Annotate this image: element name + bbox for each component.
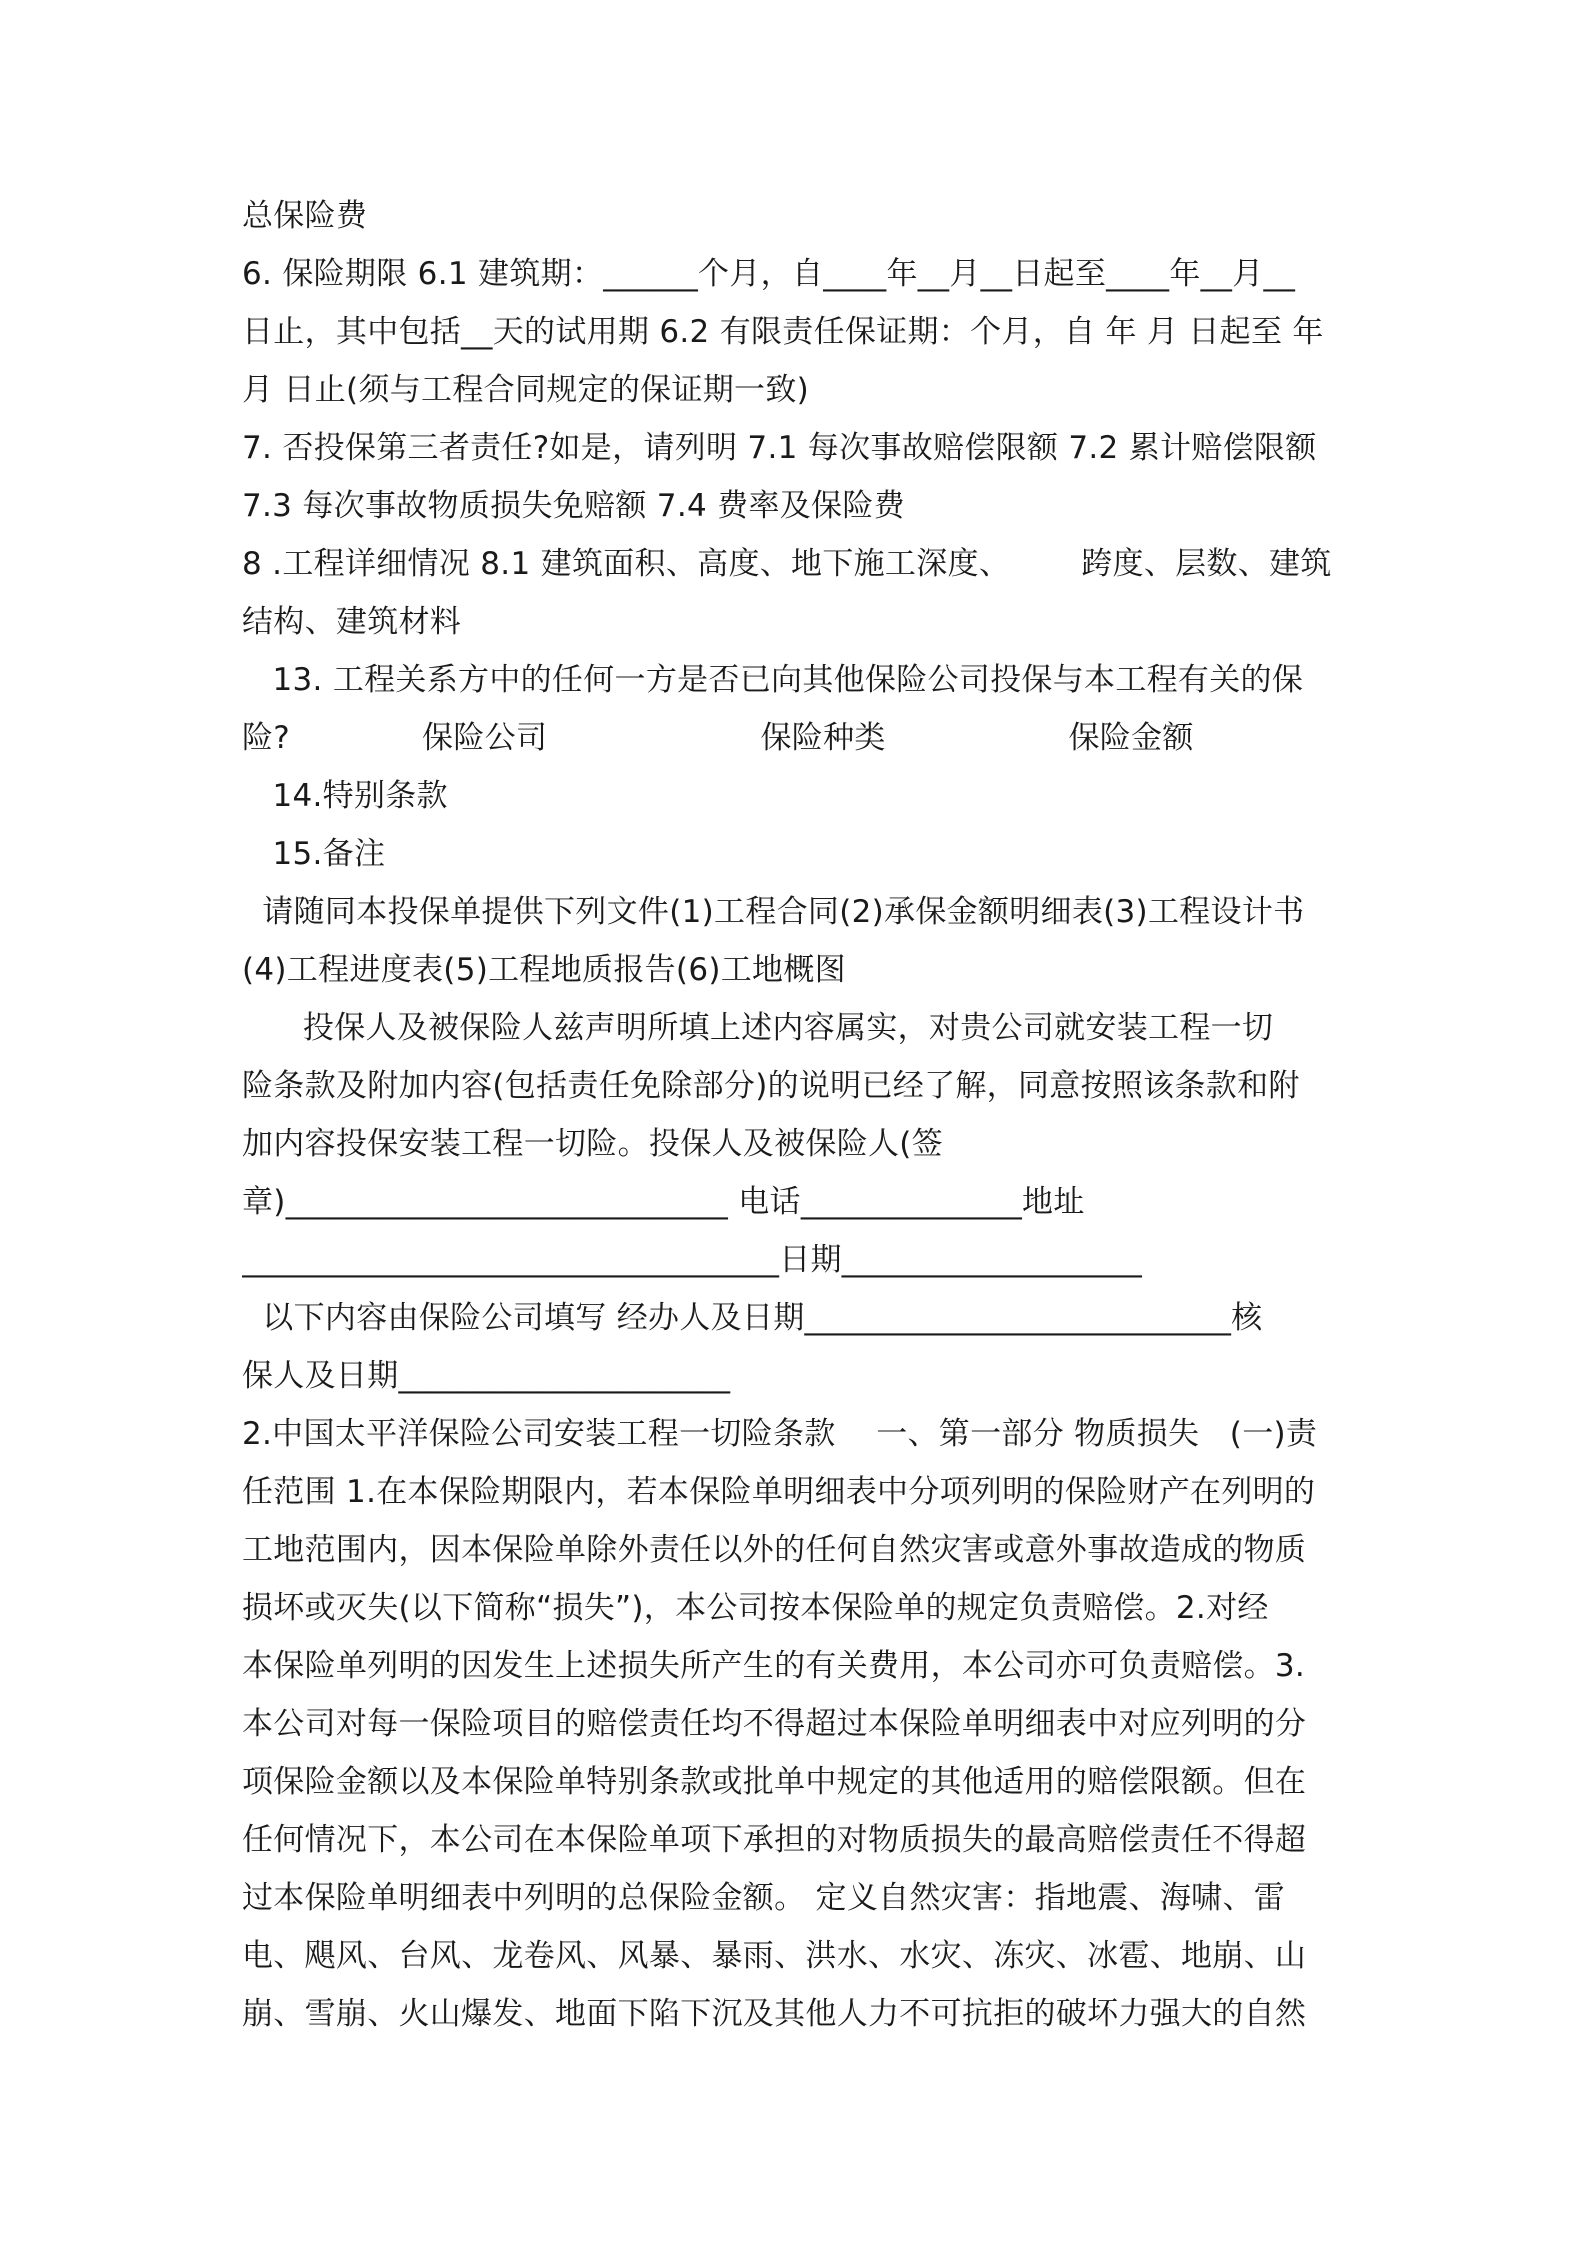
text-line: 险? 保险公司 保险种类 保险金额 (242, 720, 1194, 756)
text-line: 6. 保险期限 6.1 建筑期：______个月，自____年__月__日起至____年__月__ (242, 256, 1296, 292)
text-line: 电、飓风、台风、龙卷风、风暴、暴雨、洪水、水灾、冻灾、冰雹、地崩、山 (242, 1938, 1307, 1974)
text-line: 2.中国太平洋保险公司安装工程一切险条款 一、第一部分 物质损失 (一)责 (242, 1416, 1318, 1452)
text-line: 保人及日期_____________________ (242, 1358, 731, 1394)
text-line: 投保人及被保险人兹声明所填上述内容属实，对贵公司就安装工程一切 (242, 1010, 1274, 1046)
text-line: __________________________________日期___________________ (242, 1242, 1142, 1278)
text-line: 任范围 1.在本保险期限内，若本保险单明细表中分项列明的保险财产在列明的 (242, 1474, 1316, 1510)
text-line: 7. 否投保第三者责任?如是，请列明 7.1 每次事故赔偿限额 7.2 累计赔偿限额 (242, 430, 1317, 466)
text-line: 7.3 每次事故物质损失免赔额 7.4 费率及保险费 (242, 488, 905, 524)
text-line: 总保险费 (242, 198, 368, 234)
text-line: 13. 工程关系方中的任何一方是否已向其他保险公司投保与本工程有关的保 (242, 662, 1304, 698)
text-line: 加内容投保安装工程一切险。投保人及被保险人(签 (242, 1126, 943, 1162)
text-line: 任何情况下，本公司在本保险单项下承担的对物质损失的最高赔偿责任不得超 (242, 1822, 1307, 1858)
text-line: 本公司对每一保险项目的赔偿责任均不得超过本保险单明细表中对应列明的分 (242, 1706, 1307, 1742)
text-line: 过本保险单明细表中列明的总保险金额。 定义自然灾害：指地震、海啸、雷 (242, 1880, 1286, 1916)
text-line: 本保险单列明的因发生上述损失所产生的有关费用，本公司亦可负责赔偿。3. (242, 1648, 1306, 1684)
text-line: 15.备注 (242, 836, 386, 872)
text-line: 章)____________________________ 电话______________地址 (242, 1184, 1085, 1220)
text-line: 项保险金额以及本保险单特别条款或批单中规定的其他适用的赔偿限额。但在 (242, 1764, 1307, 1800)
text-line: 月 日止(须与工程合同规定的保证期一致) (242, 372, 810, 408)
text-line: 请随同本投保单提供下列文件(1)工程合同(2)承保金额明细表(3)工程设计书 (242, 894, 1305, 930)
text-line: 损坏或灭失(以下简称“损失”)，本公司按本保险单的规定负责赔偿。2.对经 (242, 1590, 1269, 1626)
text-line: 结构、建筑材料 (242, 604, 462, 640)
text-line: 以下内容由保险公司填写 经办人及日期___________________________核 (242, 1300, 1263, 1336)
text-line: 14.特别条款 (242, 778, 448, 814)
text-line: (4)工程进度表(5)工程地质报告(6)工地概图 (242, 952, 846, 988)
text-line: 工地范围内，因本保险单除外责任以外的任何自然灾害或意外事故造成的物质 (242, 1532, 1307, 1568)
text-line: 8 .工程详细情况 8.1 建筑面积、高度、地下施工深度、 跨度、层数、建筑 (242, 546, 1332, 582)
text-line: 险条款及附加内容(包括责任免除部分)的说明已经了解，同意按照该条款和附 (242, 1068, 1300, 1104)
text-line: 日止，其中包括__天的试用期 6.2 有限责任保证期：个月，自 年 月 日起至 年 (242, 314, 1324, 350)
text-line: 崩、雪崩、火山爆发、地面下陷下沉及其他人力不可抗拒的破坏力强大的自然 (242, 1996, 1307, 2032)
